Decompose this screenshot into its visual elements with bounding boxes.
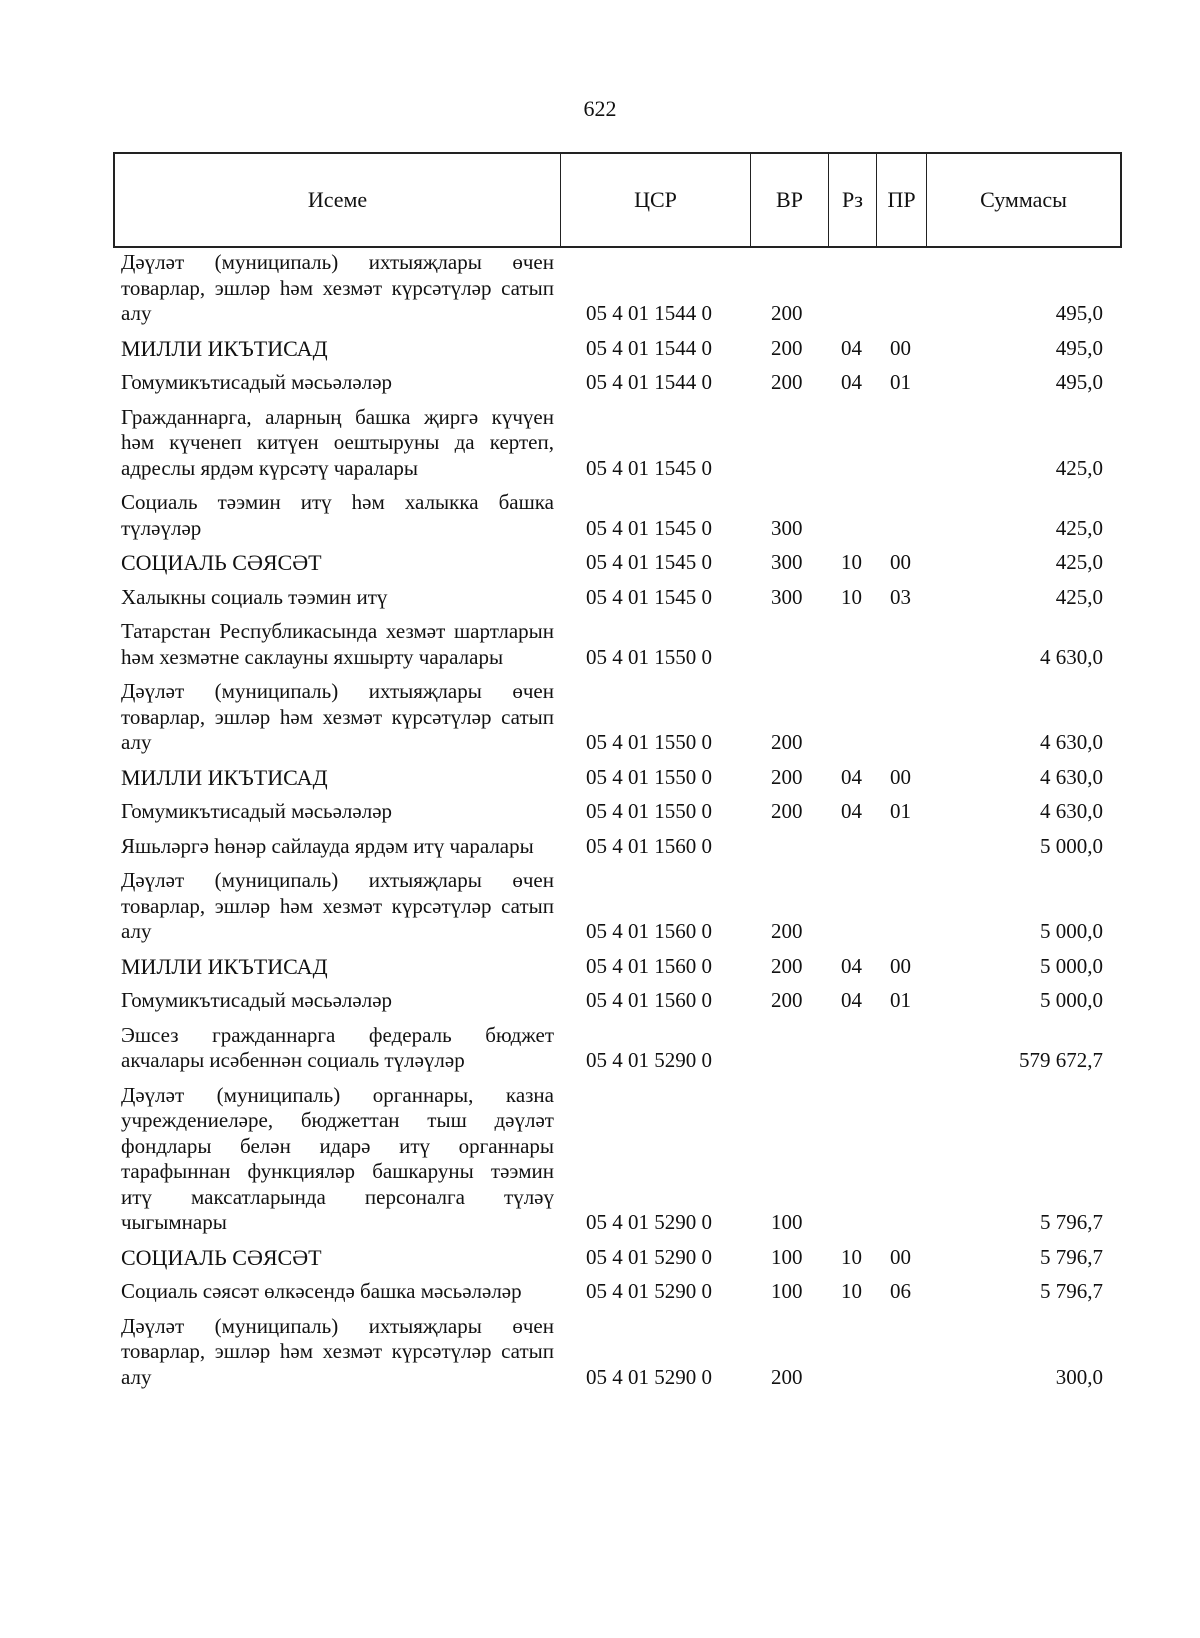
row-pr: 00 [890, 953, 911, 978]
table-row [121, 1314, 1121, 1391]
table-row [121, 1023, 1121, 1074]
row-csr: 05 4 01 1544 0 [586, 335, 712, 360]
row-sum: 579 672,7 [1019, 1048, 1103, 1072]
row-csr: 05 4 01 1560 0 [586, 953, 712, 978]
page-number: 622 [583, 96, 617, 121]
row-pr: 00 [890, 550, 911, 574]
row-vr: 200 [771, 988, 803, 1012]
row-rz: 04 [841, 953, 862, 978]
row-name: МИЛЛИ ИКЪТИСАД [121, 953, 328, 979]
row-csr: 05 4 01 5290 0 [586, 1364, 712, 1389]
row-name: Социаль тәэмин итү һәм халыкка башка түләүләр [121, 490, 554, 540]
row-csr: 05 4 01 1544 0 [586, 370, 712, 394]
row-vr: 100 [771, 1279, 803, 1303]
table-row [121, 490, 1121, 541]
row-name: Эшсез гражданнарга федераль бюджет акчалары исәбеннән социаль түләүләр [121, 1022, 554, 1072]
row-name: Татарстан Республикасында хезмәт шартларын һәм хезмәтне саклауны яхшырту чаралары [121, 619, 554, 669]
row-csr: 05 4 01 1560 0 [586, 833, 712, 858]
row-sum: 300,0 [1055, 1364, 1103, 1389]
row-csr: 05 4 01 1560 0 [586, 919, 712, 943]
row-pr: 00 [890, 764, 911, 789]
row-sum: 425,0 [1055, 515, 1103, 540]
table-row [121, 988, 1121, 1014]
row-rz: 04 [841, 799, 862, 823]
row-pr: 01 [890, 988, 911, 1012]
table-header [113, 152, 1122, 248]
row-name: Гомумикътисадый мәсьәләләр [121, 370, 393, 394]
row-rz: 04 [841, 764, 862, 789]
row-name: Социаль сәясәт өлкәсендә башка мәсьәләләр [121, 1279, 522, 1303]
row-vr: 200 [771, 799, 803, 823]
row-vr: 200 [771, 335, 803, 360]
table-row [121, 954, 1121, 980]
row-csr: 05 4 01 1550 0 [586, 730, 712, 754]
row-csr: 05 4 01 1550 0 [586, 764, 712, 789]
row-csr: 05 4 01 5290 0 [586, 1210, 712, 1234]
row-rz: 10 [841, 584, 862, 609]
row-sum: 5 000,0 [1040, 988, 1103, 1012]
row-sum: 425,0 [1055, 550, 1103, 574]
row-csr: 05 4 01 1550 0 [586, 644, 712, 669]
row-sum: 5 796,7 [1040, 1279, 1103, 1303]
row-sum: 495,0 [1055, 370, 1103, 394]
row-rz: 04 [841, 335, 862, 360]
row-sum: 5 796,7 [1040, 1210, 1103, 1234]
row-csr: 05 4 01 1545 0 [586, 584, 712, 609]
row-rz: 10 [841, 1244, 862, 1269]
row-csr: 05 4 01 1550 0 [586, 799, 712, 823]
row-name: Гомумикътисадый мәсьәләләр [121, 799, 393, 823]
table-row [121, 250, 1121, 327]
row-vr: 200 [771, 919, 803, 943]
row-csr: 05 4 01 1545 0 [586, 515, 712, 540]
table-row [121, 679, 1121, 756]
row-pr: 00 [890, 1244, 911, 1269]
row-name: Гражданнарга, аларның башка җиргә күчүен һәм күченеп китүен оештыруны да кертеп, адреслы ярдәм күрсәтү чаралары [121, 404, 554, 480]
row-sum: 4 630,0 [1040, 730, 1103, 754]
row-sum: 495,0 [1055, 301, 1103, 325]
row-rz: 04 [841, 370, 862, 394]
row-pr: 00 [890, 335, 911, 360]
row-csr: 05 4 01 1545 0 [586, 550, 712, 574]
row-vr: 200 [771, 301, 803, 325]
row-rz: 04 [841, 988, 862, 1012]
row-name: Дәүләт (муниципаль) органнары, казна учреждениеләре, бюджеттан тыш дәүләт фондлары белән идарә итү органнары тарафыннан функцияләр башкаруны тәэмин итү максатларында персоналга түләү чыгымнары [121, 1082, 554, 1234]
row-sum: 4 630,0 [1040, 764, 1103, 789]
row-csr: 05 4 01 5290 0 [586, 1279, 712, 1303]
table-row [121, 585, 1121, 611]
table-row [121, 868, 1121, 945]
row-name: МИЛЛИ ИКЪТИСАД [121, 335, 328, 361]
header-sum: Суммасы [980, 187, 1067, 212]
row-csr: 05 4 01 5290 0 [586, 1048, 712, 1072]
row-csr: 05 4 01 1560 0 [586, 988, 712, 1012]
row-vr: 200 [771, 1364, 803, 1389]
header-vr: ВР [751, 154, 829, 246]
row-sum: 5 000,0 [1040, 953, 1103, 978]
row-name: Дәүләт (муниципаль) ихтыяҗлары өчен товарлар, эшләр һәм хезмәт күрсәтүләр сатып алу [121, 250, 554, 325]
row-name: Дәүләт (муниципаль) ихтыяҗлары өчен товарлар, эшләр һәм хезмәт күрсәтүләр сатып алу [121, 679, 554, 754]
row-sum: 4 630,0 [1040, 799, 1103, 823]
row-vr: 200 [771, 370, 803, 394]
row-sum: 425,0 [1055, 584, 1103, 609]
table-row [121, 550, 1121, 576]
row-name: Яшьләргә һөнәр сайлауда ярдәм итү чаралары [121, 833, 534, 858]
table-row [121, 1083, 1121, 1236]
row-name: Гомумикътисадый мәсьәләләр [121, 988, 393, 1012]
row-csr: 05 4 01 1545 0 [586, 455, 712, 480]
row-sum: 5 796,7 [1040, 1244, 1103, 1269]
row-sum: 425,0 [1055, 455, 1103, 480]
row-vr: 200 [771, 953, 803, 978]
row-csr: 05 4 01 1544 0 [586, 301, 712, 325]
row-rz: 10 [841, 550, 862, 574]
row-rz: 10 [841, 1279, 862, 1303]
row-vr: 300 [771, 550, 803, 574]
row-vr: 200 [771, 764, 803, 789]
table-row [121, 765, 1121, 791]
table-body [121, 250, 1121, 1390]
table-row [121, 1279, 1121, 1305]
row-vr: 200 [771, 730, 803, 754]
row-name: СОЦИАЛЬ СӘЯСӘТ [121, 550, 322, 575]
row-vr: 100 [771, 1210, 803, 1234]
header-pr: ПР [877, 154, 927, 246]
row-name: СОЦИАЛЬ СӘЯСӘТ [121, 1244, 322, 1270]
row-name: Дәүләт (муниципаль) ихтыяҗлары өчен товарлар, эшләр һәм хезмәт күрсәтүләр сатып алу [121, 1313, 554, 1389]
row-pr: 01 [890, 799, 911, 823]
row-csr: 05 4 01 5290 0 [586, 1244, 712, 1269]
table-row [121, 370, 1121, 396]
table-row [121, 405, 1121, 482]
row-sum: 4 630,0 [1040, 644, 1103, 669]
header-rz: Рз [829, 154, 877, 246]
row-pr: 03 [890, 584, 911, 609]
row-name: МИЛЛИ ИКЪТИСАД [121, 764, 328, 790]
table-row [121, 619, 1121, 670]
table-row [121, 799, 1121, 825]
header-name: Исеме [115, 154, 561, 246]
table-row [121, 834, 1121, 860]
row-vr: 100 [771, 1244, 803, 1269]
row-vr: 300 [771, 515, 803, 540]
table-row [121, 1245, 1121, 1271]
row-pr: 01 [890, 370, 911, 394]
row-name: Дәүләт (муниципаль) ихтыяҗлары өчен товарлар, эшләр һәм хезмәт күрсәтүләр сатып алу [121, 868, 554, 943]
row-name: Халыкны социаль тәэмин итү [121, 584, 388, 609]
row-sum: 5 000,0 [1040, 919, 1103, 943]
table-row [121, 336, 1121, 362]
row-vr: 300 [771, 584, 803, 609]
header-csr: ЦСР [561, 154, 751, 246]
row-sum: 5 000,0 [1040, 833, 1103, 858]
row-sum: 495,0 [1055, 335, 1103, 360]
row-pr: 06 [890, 1279, 911, 1303]
